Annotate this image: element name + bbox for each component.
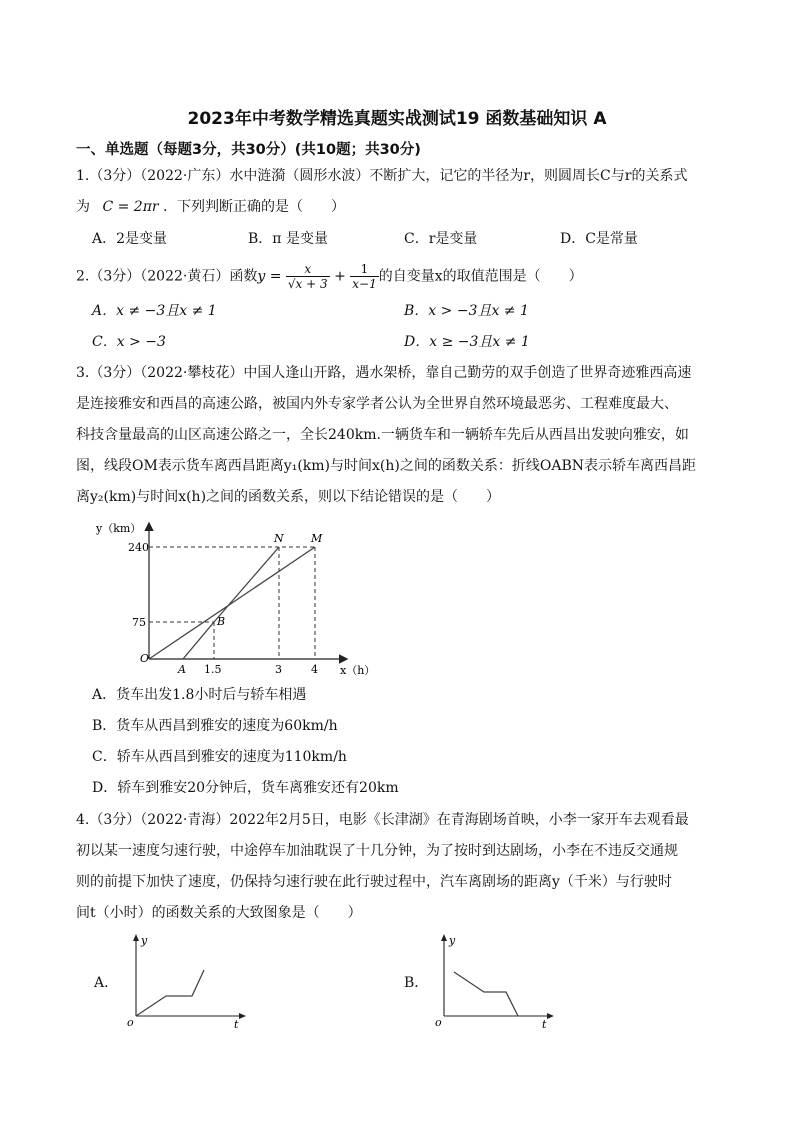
q2-line [76, 262, 726, 291]
q3-label-N: N [274, 532, 284, 545]
q3-label-B: B [217, 615, 226, 628]
q4-graph-b [432, 932, 562, 1032]
q1-line1: 1.（3分）（2022·广东）水中涟漪（圆形水波）不断扩大，记它的半径为r，则圆周长C与r的关系式 [76, 168, 688, 184]
q2-option-d[interactable]: D．x ≥ −3且x ≠ 1 [404, 334, 530, 350]
q3-label-M: M [311, 532, 323, 545]
q3-label-xlabel: x（h） [340, 664, 376, 676]
q3-label-4: 4 [311, 663, 318, 676]
q4-line4: 间t（小时）的函数关系的大致图象是（ ） [76, 905, 362, 921]
q4-a-curve [136, 970, 204, 1016]
q3-option-c[interactable]: C．轿车从西昌到雅安的速度为110km/h [92, 749, 347, 765]
q4-option-b[interactable]: B． [404, 975, 429, 991]
q4-graph-a [124, 932, 254, 1032]
q3-line1: 3.（3分）（2022·攀枝花）中国人逢山开路，遇水架桥，靠自己勤劳的双手创造了世界奇迹雅西高速 [76, 365, 692, 381]
q3-label-ylabel: y（km） [96, 522, 142, 535]
q3-distance-time-graph [94, 516, 394, 676]
q3-line2: 是连接雅安和西昌的高速公路，被国内外专家学者公认为全世界自然环境最恶劣、工程难度最大、 [76, 396, 678, 412]
q3-label-origin: O [140, 652, 150, 665]
q3-label-3: 3 [275, 663, 282, 676]
q1-line2 [76, 197, 726, 217]
q2-frac2-den: x−1 [352, 277, 377, 291]
q3-label-1-5: 1.5 [204, 663, 222, 676]
q2-plus: + [334, 268, 346, 285]
q1-formula: C = 2πr [102, 199, 159, 215]
page-title: 2023年中考数学精选真题实战测试19 函数基础知识 A [187, 109, 607, 129]
q2-text-suffix: 的自变量x的取值范围是（ ） [378, 268, 583, 285]
q2-fraction-2 [350, 262, 378, 291]
q2-fraction-1 [286, 262, 330, 291]
q4-b-y-label: y [449, 934, 456, 947]
q3-option-d[interactable]: D．轿车到雅安20分钟后，货车离雅安还有20km [92, 780, 399, 796]
q2-frac1-den: √x + 3 [287, 277, 328, 291]
section-heading: 一、单选题（每题3分，共30分）(共10题；共30分) [76, 142, 421, 158]
q3-option-b[interactable]: B．货车从西昌到雅安的速度为60km/h [92, 718, 338, 734]
q1-option-a[interactable]: A．2是变量 [92, 231, 168, 247]
q4-line3: 则的前提下加快了速度，仍保持匀速行驶在此行驶过程中，汽车离剧场的距离y（千米）与行驶时 [76, 874, 672, 890]
q2-frac2-num: 1 [350, 262, 378, 277]
q3-line4: 图，线段OM表示货车离西昌距离y₁(km)与时间x(h)之间的函数关系：折线OABN表示轿车离西昌距 [76, 458, 696, 474]
q3-line5: 离y₂(km)与时间x(h)之间的函数关系，则以下结论错误的是（ ） [76, 489, 501, 505]
q4-line1: 4.（3分）（2022·青海）2022年2月5日，电影《长津湖》在青海剧场首映，小李一家开车去观看最 [76, 812, 689, 828]
q4-a-t-label: t [234, 1018, 239, 1031]
q3-polyline-OABN [149, 547, 279, 659]
q3-label-75: 75 [132, 616, 146, 629]
q3-line-OM [149, 547, 315, 659]
q2-option-c[interactable]: C．x > −3 [92, 334, 166, 350]
q3-option-a[interactable]: A．货车出发1.8小时后与轿车相遇 [92, 687, 307, 703]
q2-text-prefix: 2.（3分）（2022·黄石）函数 [76, 268, 258, 285]
q1-option-c[interactable]: C．r是变量 [404, 231, 478, 247]
q1-option-d[interactable]: D．C是常量 [560, 231, 638, 247]
q4-b-curve [454, 972, 518, 1016]
q4-line2: 初以某一速度匀速行驶，中途停车加油耽误了十几分钟，为了按时到达剧场，小李在不违反交通规 [76, 843, 678, 859]
q4-option-a[interactable]: A． [94, 975, 119, 991]
q2-y: y = [257, 268, 282, 285]
q3-label-A: A [178, 663, 186, 676]
q2-option-a[interactable]: A．x ≠ −3且x ≠ 1 [92, 303, 217, 319]
q3-label-240: 240 [128, 541, 149, 554]
q2-frac1-num: x [286, 262, 330, 277]
q4-b-o-label: o [435, 1016, 442, 1029]
q2-option-b[interactable]: B．x > −3且x ≠ 1 [404, 303, 529, 319]
q4-b-t-label: t [542, 1018, 547, 1031]
q1-option-b[interactable]: B．π 是变量 [248, 231, 328, 247]
q1-text-suffix: ．下列判断正确的是（ ） [163, 199, 346, 215]
q4-a-o-label: o [127, 1016, 134, 1029]
q4-a-y-label: y [141, 934, 148, 947]
q3-line3: 科技含量最高的山区高速公路之一，全长240km.一辆货车和一辆轿车先后从西昌出发驶向雅安，如 [76, 427, 689, 443]
q1-text-prefix: 为 [76, 199, 90, 215]
